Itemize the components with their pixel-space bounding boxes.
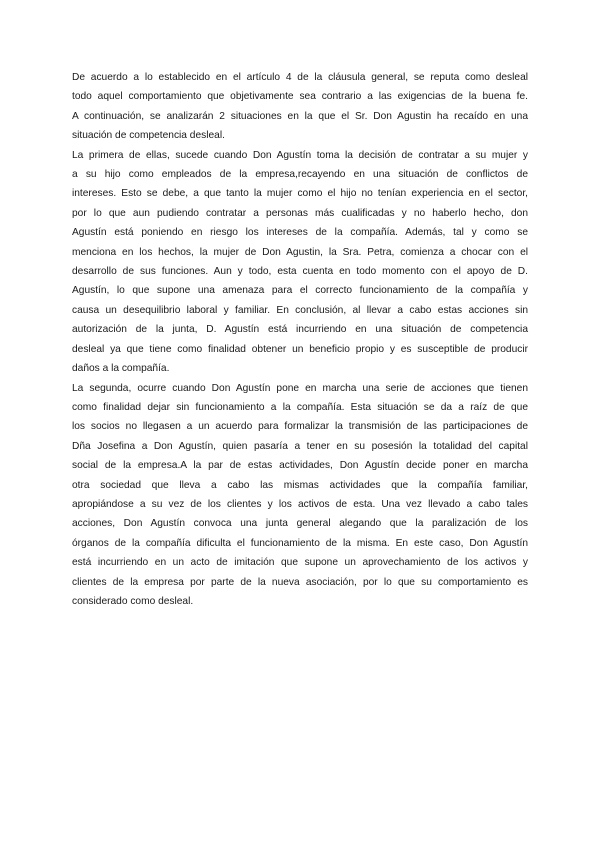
text-line: Agustín está poniendo en riesgo los intereses de la compañía. Además, tal y como se [72, 227, 528, 239]
text-line: causa un desequilibrio laboral y familiar. En conclusión, al llevar a cabo estas acciones sin [72, 304, 528, 316]
text-line: autorización de la junta, D. Agustín está incurriendo en una situación de competencia [72, 324, 528, 336]
text-line: desarrollo de sus funciones. Aun y todo, esta cuenta en todo momento con el apoyo de D. [72, 266, 528, 278]
text-line: está incurriendo en un acto de imitación que supone un aprovechamiento de los activos y [72, 557, 528, 569]
text-line: acciones, Don Agustín convoca una junta general alegando que la paralización de los [72, 518, 528, 530]
paragraph-3 [72, 379, 528, 612]
text-line: menciona en los hechos, la mujer de Don Agustin, la Sra. Petra, comienza a chocar con el [72, 246, 528, 258]
text-line: órganos de la compañía dificulta el funcionamiento de la misma. En este caso, Don Agustín [72, 537, 528, 549]
text-line: por lo que aun pudiendo contratar a personas más cualificadas y no haberlo hecho, don [72, 207, 528, 219]
text-line: La segunda, ocurre cuando Don Agustín pone en marcha una serie de acciones que tienen [72, 382, 528, 394]
text-line: La primera de ellas, sucede cuando Don Agustín toma la decisión de contratar a su mujer y [72, 149, 528, 161]
text-line: intereses. Esto se debe, a que tanto la mujer como el hijo no tenían experiencia en el sector, [72, 188, 528, 200]
text-line: todo aquel comportamiento que objetivamente sea contrario a las exigencias de la buena fe. [72, 91, 528, 103]
text-line: otra sociedad que lleva a cabo las mismas actividades que la compañía familiar, [72, 479, 528, 491]
text-line: A continuación, se analizarán 2 situaciones en la que el Sr. Don Agustin ha recaído en una [72, 110, 528, 122]
text-line: situación de competencia desleal. [72, 130, 225, 142]
document-body [72, 68, 528, 611]
text-line: desleal ya que tiene como finalidad obtener un beneficio propio y es susceptible de producir [72, 343, 528, 355]
paragraph-2 [72, 146, 528, 379]
text-line: como finalidad dejar sin funcionamiento a la compañía. Esta situación se da a raíz de que [72, 401, 528, 413]
text-line: daños a la compañía. [72, 363, 170, 375]
text-line: Dña Josefina a Don Agustín, quien pasaría a tener en su posesión la totalidad del capital [72, 440, 528, 452]
text-line: apropiándose a su vez de los clientes y los activos de esta. Una vez llevado a cabo tales [72, 498, 528, 510]
text-line: De acuerdo a lo establecido en el artículo 4 de la cláusula general, se reputa como desleal [72, 72, 528, 83]
text-line: social de la empresa.A la par de estas actividades, Don Agustín decide poner en marcha [72, 460, 528, 472]
text-line: los socios no llegasen a un acuerdo para formalizar la transmisión de las participaciones de [72, 421, 528, 433]
text-line: considerado como desleal. [72, 595, 194, 607]
text-line: Agustín, lo que supone una amenaza para el correcto funcionamiento de la compañía y [72, 285, 528, 297]
text-line: a su hijo como empleados de la empresa,recayendo en una situación de conflictos de [72, 169, 528, 181]
text-line: clientes de la empresa por parte de la nueva asociación, por lo que su comportamiento es [72, 576, 528, 588]
paragraph-1 [72, 68, 528, 146]
